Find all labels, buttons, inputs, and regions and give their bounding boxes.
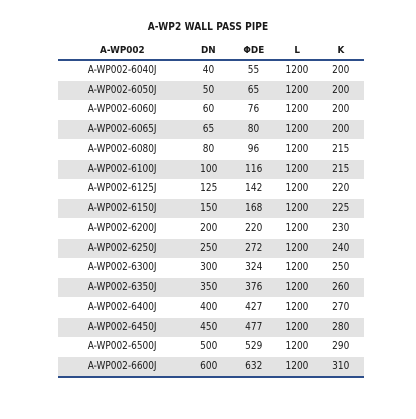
- cell-l: 1200: [276, 337, 318, 357]
- cell-de: 168: [231, 199, 276, 219]
- table-row: [58, 80, 364, 100]
- cell-de: 96: [231, 140, 276, 160]
- cell-k: 225: [318, 199, 364, 219]
- cell-l: 1200: [276, 238, 318, 258]
- cell-model: A-WP002-6100J: [58, 159, 186, 179]
- table-row: [58, 238, 364, 258]
- cell-l: 1200: [276, 100, 318, 120]
- cell-l: 1200: [276, 179, 318, 199]
- cell-de: 427: [231, 298, 276, 318]
- cell-k: 200: [318, 100, 364, 120]
- cell-dn: 350: [186, 278, 231, 298]
- cell-model: A-WP002-6150J: [58, 199, 186, 219]
- table-title: A-WP2 WALL PASS PIPE: [147, 21, 269, 33]
- cell-k: 215: [318, 140, 364, 160]
- cell-model: A-WP002-6300J: [58, 258, 186, 278]
- cell-de: 65: [231, 80, 276, 100]
- cell-de: 55: [231, 60, 276, 80]
- cell-model: A-WP002-6040J: [58, 60, 186, 80]
- header-l: L: [294, 45, 300, 56]
- cell-model: A-WP002-6600J: [58, 357, 186, 377]
- cell-l: 1200: [276, 317, 318, 337]
- cell-k: 250: [318, 258, 364, 278]
- cell-model: A-WP002-6050J: [58, 80, 186, 100]
- cell-dn: 250: [186, 238, 231, 258]
- cell-model: A-WP002-6060J: [58, 100, 186, 120]
- cell-de: 272: [231, 238, 276, 258]
- cell-k: 220: [318, 179, 364, 199]
- cell-dn: 600: [186, 357, 231, 377]
- cell-l: 1200: [276, 80, 318, 100]
- cell-dn: 500: [186, 337, 231, 357]
- cell-k: 200: [318, 80, 364, 100]
- table-row: [58, 298, 364, 318]
- table-row: [58, 179, 364, 199]
- table-row: [58, 199, 364, 219]
- cell-model: A-WP002-6250J: [58, 238, 186, 258]
- cell-k: 260: [318, 278, 364, 298]
- cell-de: 529: [231, 337, 276, 357]
- cell-l: 1200: [276, 219, 318, 239]
- cell-model: A-WP002-6500J: [58, 337, 186, 357]
- cell-l: 1200: [276, 258, 318, 278]
- cell-de: 324: [231, 258, 276, 278]
- cell-model: A-WP002-6080J: [58, 140, 186, 160]
- cell-model: A-WP002-6350J: [58, 278, 186, 298]
- cell-model: A-WP002-6065J: [58, 120, 186, 140]
- cell-l: 1200: [276, 278, 318, 298]
- cell-model: A-WP002-6450J: [58, 317, 186, 337]
- table-row: [58, 159, 364, 179]
- cell-dn: 80: [186, 140, 231, 160]
- cell-dn: 400: [186, 298, 231, 318]
- table-row: [58, 100, 364, 120]
- cell-dn: 40: [186, 60, 231, 80]
- cell-de: 477: [231, 317, 276, 337]
- cell-l: 1200: [276, 140, 318, 160]
- table-row: [58, 120, 364, 140]
- table-row: [58, 337, 364, 357]
- cell-k: 270: [318, 298, 364, 318]
- cell-k: 310: [318, 357, 364, 377]
- cell-de: 632: [231, 357, 276, 377]
- cell-dn: 150: [186, 199, 231, 219]
- cell-k: 215: [318, 159, 364, 179]
- header-model: A-WP002: [99, 45, 145, 56]
- cell-de: 80: [231, 120, 276, 140]
- cell-k: 200: [318, 120, 364, 140]
- cell-l: 1200: [276, 60, 318, 80]
- table-row: [58, 317, 364, 337]
- cell-l: 1200: [276, 298, 318, 318]
- cell-l: 1200: [276, 120, 318, 140]
- header-k: K: [337, 45, 345, 56]
- cell-k: 280: [318, 317, 364, 337]
- cell-de: 220: [231, 219, 276, 239]
- cell-l: 1200: [276, 159, 318, 179]
- header-row: [58, 42, 364, 60]
- table-body: [58, 60, 364, 377]
- cell-de: 376: [231, 278, 276, 298]
- cell-model: A-WP002-6125J: [58, 179, 186, 199]
- cell-k: 200: [318, 60, 364, 80]
- cell-dn: 50: [186, 80, 231, 100]
- cell-k: 290: [318, 337, 364, 357]
- cell-de: 76: [231, 100, 276, 120]
- header-dn: DN: [201, 45, 216, 56]
- table-row: [58, 258, 364, 278]
- table-row: [58, 60, 364, 80]
- cell-dn: 65: [186, 120, 231, 140]
- cell-dn: 300: [186, 258, 231, 278]
- cell-dn: 125: [186, 179, 231, 199]
- cell-l: 1200: [276, 357, 318, 377]
- table-row: [58, 357, 364, 377]
- cell-dn: 200: [186, 219, 231, 239]
- header-de: ΦDE: [243, 45, 264, 56]
- cell-dn: 450: [186, 317, 231, 337]
- table-row: [58, 219, 364, 239]
- cell-k: 240: [318, 238, 364, 258]
- table-row: [58, 140, 364, 160]
- cell-dn: 60: [186, 100, 231, 120]
- cell-model: A-WP002-6400J: [58, 298, 186, 318]
- table-row: [58, 278, 364, 298]
- spec-table: [58, 42, 364, 378]
- cell-dn: 100: [186, 159, 231, 179]
- cell-de: 116: [231, 159, 276, 179]
- cell-l: 1200: [276, 199, 318, 219]
- cell-model: A-WP002-6200J: [58, 219, 186, 239]
- cell-k: 230: [318, 219, 364, 239]
- cell-de: 142: [231, 179, 276, 199]
